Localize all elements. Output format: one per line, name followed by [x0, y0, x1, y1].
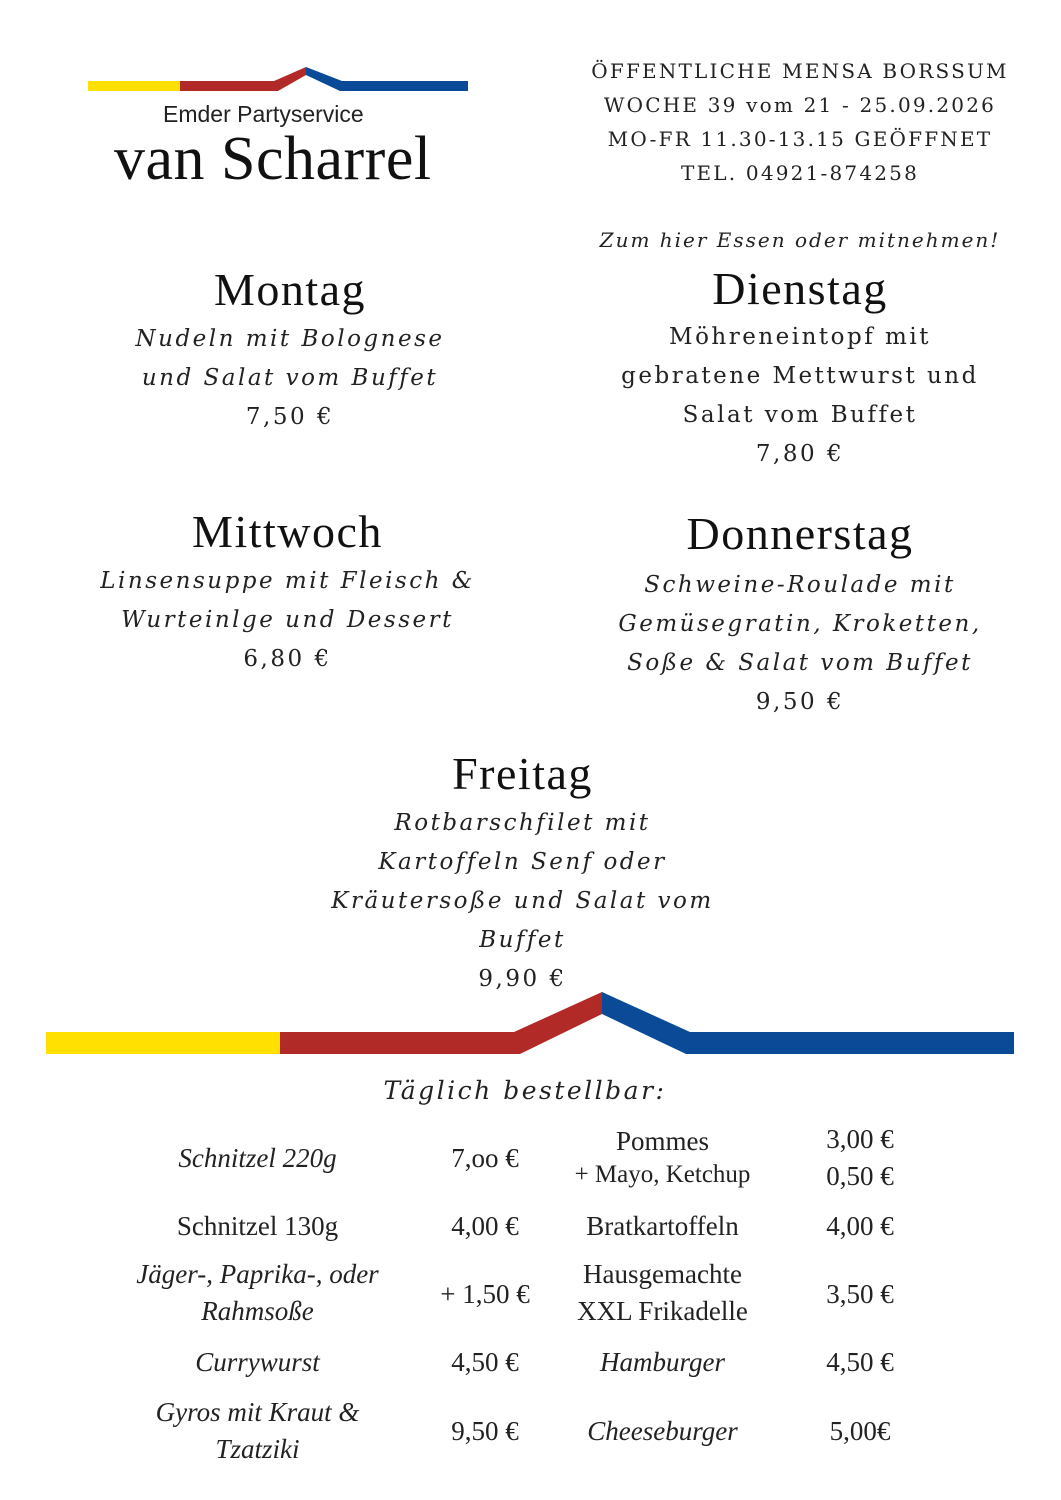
daily-item: Cheeseburger	[587, 1416, 738, 1446]
dish-line: und Salat vom Buffet	[141, 365, 439, 391]
dish-line: Kräutersoße und Salat vom	[331, 888, 714, 914]
day-name: Freitag	[452, 748, 593, 799]
menu-day-montag	[60, 260, 520, 437]
daily-price: 4,00 €	[826, 1211, 894, 1241]
header-line-title: ÖFFENTLICHE MENSA BORSSUM	[591, 59, 1009, 83]
daily-price: + 1,50 €	[440, 1279, 530, 1309]
dish-price: 6,80 €	[243, 646, 332, 672]
daily-price: 3,00 € 0,50 €	[826, 1124, 894, 1191]
daily-price: 4,50 €	[826, 1347, 894, 1377]
daily-item: Hamburger	[600, 1347, 725, 1377]
header-line-phone: TEL. 04921-874258	[680, 161, 920, 185]
menu-day-freitag	[280, 744, 765, 999]
logo-name: van Scharrel	[114, 125, 432, 193]
divider-stripe	[46, 988, 1016, 1058]
dish-price: 7,50 €	[245, 404, 335, 430]
dish-line: Nudeln mit Bolognese	[135, 326, 445, 352]
menu-day-dienstag	[560, 260, 1040, 474]
daily-item: Jäger-, Paprika-, oder Rahmsoße	[136, 1259, 379, 1326]
menu-day-mittwoch	[50, 502, 525, 679]
menu-day-donnerstag	[560, 502, 1040, 722]
logo-subtitle: Emder Partyservice	[163, 101, 364, 127]
dish-line: Rotbarschfilet mit	[394, 810, 651, 836]
header-line-week: WOCHE 39 vom 21 - 25.09.2026	[603, 93, 997, 117]
dish-line: Wurteinlge und Dessert	[121, 607, 454, 633]
daily-item: Bratkartoffeln	[586, 1211, 739, 1241]
header-tagline: Zum hier Essen oder mitnehmen!	[599, 228, 1001, 252]
header-info	[560, 54, 1040, 190]
daily-item: Schnitzel 130g	[176, 1211, 339, 1241]
dish-line: Salat vom Buffet	[682, 402, 918, 428]
daily-item: Currywurst	[195, 1347, 320, 1377]
header-line-hours: MO-FR 11.30-13.15 GEÖFFNET	[607, 127, 993, 151]
daily-title: Täglich bestellbar:	[383, 1076, 667, 1105]
dish-price: 9,50 €	[755, 689, 845, 715]
dish-line: Linsensuppe mit Fleisch &	[100, 568, 475, 594]
daily-price: 4,50 €	[451, 1347, 519, 1377]
daily-price: 3,50 €	[826, 1279, 894, 1309]
daily-item: Gyros mit Kraut & Tzatziki	[155, 1397, 360, 1464]
day-name: Donnerstag	[686, 508, 914, 559]
daily-price: 7,oo €	[451, 1143, 519, 1173]
dish-line: Möhreneintopf mit	[669, 324, 931, 350]
dish-price: 7,80 €	[755, 441, 845, 467]
dish-line: Schweine-Roulade mit	[644, 572, 956, 598]
dish-line: Kartoffeln Senf oder	[378, 849, 667, 875]
daily-item: Hausgemachte XXL Frikadelle	[577, 1259, 748, 1326]
day-name: Mittwoch	[192, 506, 383, 557]
dish-line: gebratene Mettwurst und	[621, 363, 979, 389]
daily-item: Schnitzel 220g	[178, 1143, 337, 1173]
daily-item: Pommes + Mayo, Ketchup	[574, 1126, 751, 1188]
dish-line: Gemüsegratin, Kroketten,	[618, 611, 982, 637]
logo-stripe	[88, 64, 472, 94]
day-name: Dienstag	[712, 263, 888, 314]
dish-line: Buffet	[479, 927, 566, 953]
daily-price: 5,00€	[829, 1416, 891, 1446]
day-name: Montag	[213, 264, 367, 315]
daily-price: 9,50 €	[451, 1416, 519, 1446]
daily-price: 4,00 €	[451, 1211, 519, 1241]
dish-price: 9,90 €	[478, 966, 567, 992]
dish-line: Soße & Salat vom Buffet	[627, 650, 973, 676]
